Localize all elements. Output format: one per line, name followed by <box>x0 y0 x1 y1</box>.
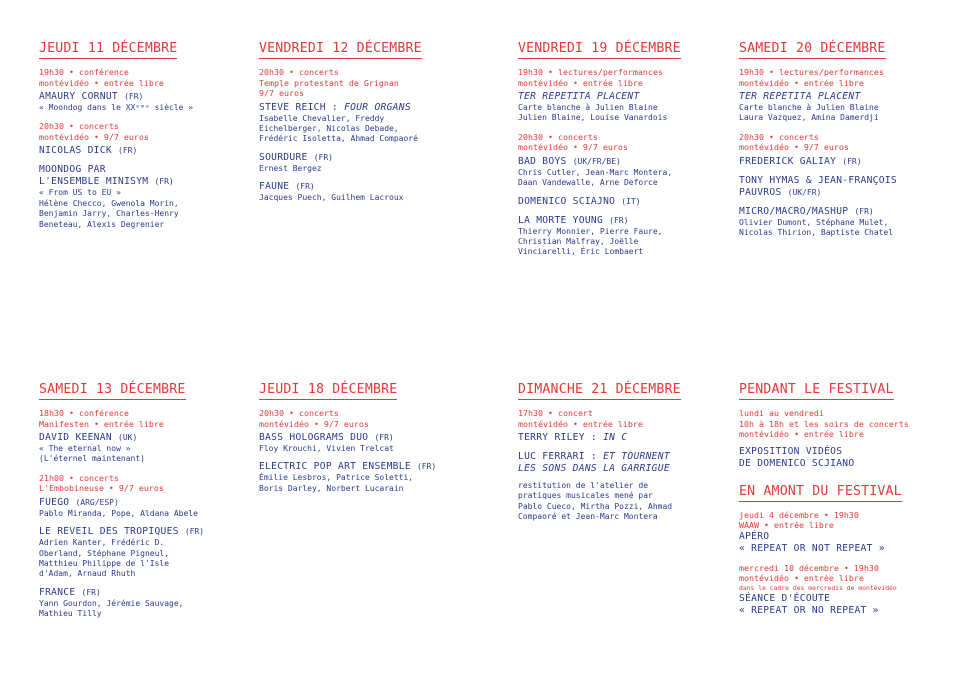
event-block <box>739 67 944 124</box>
event-meta: montévidéo • 9/7 euros <box>259 418 369 429</box>
act-name-line2: PAUVROS (UK/FR) <box>739 186 822 198</box>
act-name <box>259 181 464 193</box>
act-name <box>39 526 244 538</box>
act <box>39 526 244 580</box>
act-name <box>739 156 944 168</box>
event-meta: 20h30 • concerts <box>39 121 119 132</box>
act-origin: (FR) <box>295 182 315 192</box>
event-meta: montévidéo • 9/7 euros <box>518 142 628 153</box>
act <box>39 587 244 620</box>
act-name-text: AMAURY CORNUT <box>39 91 118 102</box>
column-jeudi-18 <box>259 378 464 502</box>
act-detail: Oberland, Stéphane Pigneul, <box>39 548 170 558</box>
event-meta: Temple protestant de Grignan <box>259 77 399 88</box>
event-meta: 20h30 • concerts <box>259 67 339 77</box>
day-heading: SAMEDI 13 DÉCEMBRE <box>39 382 186 400</box>
act-name <box>518 451 723 463</box>
act-name <box>518 196 723 208</box>
act-detail: Carte blanche à Julien Blaine <box>739 103 879 112</box>
apero-block <box>739 510 944 555</box>
event-meta: montévidéo • entrée libre <box>739 77 864 88</box>
column-festival <box>739 378 944 625</box>
event-meta: 20h30 • concerts <box>739 131 819 142</box>
event-meta: 20h30 • concerts <box>518 131 598 142</box>
act <box>518 196 723 208</box>
apero-subtitle: « REPEAT OR NOT REPEAT » <box>739 542 885 554</box>
act-detail: Daan Vandewalle, Arne Deforce <box>518 178 658 188</box>
act-origin: (FR) <box>118 146 138 156</box>
act-detail: Ernest Bergez <box>259 163 322 173</box>
act <box>39 91 244 113</box>
act-name <box>39 497 244 509</box>
act-detail: (L'éternel maintenant) <box>39 454 145 464</box>
act-detail: Jacques Puech, Guilhem Lacroux <box>259 193 404 203</box>
act-detail: Vinciarelli, Éric Lombaert <box>518 247 644 257</box>
act-detail: Hélène Checco, Gwenola Morin, <box>39 198 179 208</box>
event-block <box>259 67 464 204</box>
act <box>39 164 244 230</box>
act-name-text: MOONDOG PAR <box>39 164 106 176</box>
day-heading: VENDREDI 19 DÉCEMBRE <box>518 41 681 59</box>
act-name <box>259 461 464 473</box>
act-detail: Olivier Dumont, Stéphane Mulet, <box>739 217 889 227</box>
act-detail: Chris Cutler, Jean-Marc Montera, <box>518 167 673 177</box>
act-origin: (UK/FR) <box>787 187 822 197</box>
event-block <box>39 473 244 620</box>
event-block <box>39 121 244 230</box>
act <box>259 102 464 145</box>
column-samedi-20 <box>739 37 944 247</box>
act-origin: (FR) <box>81 587 101 597</box>
event-block <box>518 67 723 124</box>
act-name-text: TONY HYMAS & JEAN-FRANÇOIS <box>739 174 897 186</box>
act-origin: (IT) <box>621 196 641 206</box>
act-name <box>39 91 244 103</box>
event-meta: montévidéo • 9/7 euros <box>739 142 849 153</box>
act-detail: d'Adam, Arnaud Rhuth <box>39 569 136 579</box>
act <box>39 145 244 157</box>
event-meta: 9/7 euros <box>259 88 304 98</box>
act-origin: (FR) <box>374 433 394 442</box>
act-origin: (FR) <box>124 92 144 101</box>
act-name <box>39 164 244 176</box>
column-vendredi-12 <box>259 37 464 212</box>
event-block <box>39 408 244 465</box>
exposition-subtitle: DE DOMENICO SCJIANO <box>739 457 855 469</box>
event-meta: montévidéo • entrée libre <box>518 77 643 88</box>
act <box>739 91 944 124</box>
apero-title: APÉRO <box>739 530 770 542</box>
act-name <box>259 102 464 114</box>
seance-block <box>739 563 944 617</box>
act-detail: Matthieu Philippe de l'Isle <box>39 559 170 569</box>
act-name <box>39 432 244 444</box>
event-meta: 20h30 • concerts <box>259 408 339 418</box>
event-meta: montévidéo • entrée libre <box>39 77 164 88</box>
act-origin: (UK) <box>118 433 138 442</box>
act <box>259 181 464 203</box>
amont-festival-heading: EN AMONT DU FESTIVAL <box>739 484 902 502</box>
act-detail: Floy Krouchi, Vivien Trelcat <box>259 444 394 453</box>
act-name-text: BAD BOYS <box>518 155 567 167</box>
act-name-text: ELECTRIC POP ART ENSEMBLE <box>259 461 411 473</box>
act-name-text: BASS HOLOGRAMS DUO <box>259 432 369 443</box>
act-name <box>518 91 723 103</box>
event-meta: 19h30 • lectures/performances <box>739 67 884 77</box>
act-origin: (FR) <box>609 215 629 225</box>
event-meta: mercredi 10 décembre • 19h30 <box>739 562 879 573</box>
event-meta: montévidéo • entrée libre <box>518 418 643 429</box>
act-detail: Laura Vazquez, Amina Damerdji <box>739 113 879 123</box>
act-title-italic: TER REPETITA PLACENT <box>518 91 640 102</box>
act-detail: Beneteau, Alexis Degrenier <box>39 219 165 229</box>
seance-title: SÉANCE D'ÉCOUTE <box>739 592 831 604</box>
act-name-text: LE REVEIL DES TROPIQUES <box>39 526 179 538</box>
act <box>518 215 723 258</box>
event-meta: jeudi 4 décembre • 19h30 <box>739 509 859 520</box>
act-name <box>739 206 944 218</box>
seance-subtitle: « REPEAT OR NO REPEAT » <box>739 604 879 616</box>
event-meta: Manifesten • entrée libre <box>39 418 164 429</box>
act-name <box>39 145 244 157</box>
act-title-italic: FOUR ORGANS <box>344 101 411 113</box>
exposition-title: EXPOSITION VIDÉOS <box>739 445 843 457</box>
act-name-text: FUEGO <box>39 496 70 508</box>
act <box>518 432 723 444</box>
day-heading: DIMANCHE 21 DÉCEMBRE <box>518 382 681 400</box>
act <box>518 451 723 523</box>
act-detail: « From US to EU » <box>39 188 121 198</box>
act-detail: Pablo Miranda, Pope, Aldana Abele <box>39 508 198 518</box>
act-name-text: FREDERICK GALIAY <box>739 155 837 167</box>
pendant-festival-block <box>739 408 944 470</box>
act-detail: Adrien Kanter, Frédéric D. <box>39 538 165 548</box>
act <box>739 156 944 168</box>
day-heading: VENDREDI 12 DÉCEMBRE <box>259 41 422 59</box>
pendant-festival-heading: PENDANT LE FESTIVAL <box>739 382 894 400</box>
act-origin: (ARG/ESP) <box>75 497 119 507</box>
act <box>259 152 464 174</box>
act-origin: (FR) <box>154 177 174 187</box>
act-detail: Boris Darley, Norbert Lucarain <box>259 483 404 493</box>
event-meta: 18h30 • conférence <box>39 408 129 418</box>
act <box>518 156 723 189</box>
act-detail: Isabelle Chevalier, Freddy <box>259 113 385 123</box>
act-name-text: TERRY RILEY : <box>518 432 604 443</box>
event-meta: 17h30 • concert <box>518 408 593 418</box>
act <box>518 91 723 124</box>
column-dimanche-21 <box>518 378 723 531</box>
act-name <box>39 587 244 599</box>
event-block <box>518 408 723 523</box>
act-detail: pratiques musicales mené par <box>518 491 653 501</box>
act-title-italic: ET TOURNENT <box>603 451 670 462</box>
event-meta: montévidéo • entrée libre <box>739 573 864 583</box>
act <box>39 497 244 519</box>
event-block <box>259 408 464 494</box>
act <box>739 175 944 199</box>
act-name-text: DOMENICO SCIAJNO <box>518 195 616 207</box>
act-detail: Carte blanche à Julien Blaine <box>518 103 658 112</box>
act-name-text: DAVID KEENAN <box>39 432 112 443</box>
act-detail: Compaoré et Jean-Marc Montera <box>518 512 658 522</box>
act <box>259 432 464 454</box>
act-name <box>518 156 723 168</box>
act-name-text: FAUNE <box>259 181 290 193</box>
act-name-text: STEVE REICH : <box>259 101 345 113</box>
event-meta: 10h à 18h et les soirs de concerts <box>739 418 909 429</box>
act-name <box>259 152 464 164</box>
act-detail: Christian Malfray, Joëlle <box>518 237 639 247</box>
act-title-italic-line2: LES SONS DANS LA GARRIGUE <box>518 463 670 474</box>
event-block <box>39 67 244 113</box>
act-detail: Pablo Cueco, Mirtha Pozzi, Ahmad <box>518 501 673 511</box>
act-name <box>739 91 944 103</box>
event-block <box>739 132 944 239</box>
act-name-text: MICRO/MACRO/MASHUP <box>739 205 849 217</box>
column-vendredi-19 <box>518 37 723 266</box>
event-meta: 19h30 • conférence <box>39 67 129 77</box>
event-meta-note: dans le cadre des mercredis de montévidéo <box>739 583 897 592</box>
act-origin: (FR) <box>842 156 862 166</box>
act-detail: Yann Gourdon, Jérémie Sauvage, <box>39 598 184 608</box>
event-meta: 21h00 • concerts <box>39 472 119 483</box>
act-name <box>518 215 723 227</box>
act-name-text: SOURDURE <box>259 151 308 163</box>
event-meta: montévidéo • entrée libre <box>739 429 864 439</box>
act-title-italic: TER REPETITA PLACENT <box>739 91 861 102</box>
act-detail: restitution de l'atelier de <box>518 481 649 490</box>
act-name-text: FRANCE <box>39 586 76 598</box>
column-samedi-13 <box>39 378 244 628</box>
day-heading: JEUDI 18 DÉCEMBRE <box>259 382 397 400</box>
act-name <box>518 432 723 444</box>
act-detail: Eichelberger, Nicolas Debade, <box>259 123 399 133</box>
act-detail: Mathieu Tilly <box>39 609 102 619</box>
act-name <box>259 432 464 444</box>
act-detail: « The eternal now » <box>39 444 131 453</box>
act-detail: Benjamin Jarry, Charles-Henry <box>39 209 179 219</box>
act-origin: (FR) <box>854 206 874 216</box>
act-detail: Thierry Monnier, Pierre Faure, <box>518 226 663 236</box>
event-block <box>518 132 723 258</box>
event-meta: 19h30 • lectures/performances <box>518 67 663 77</box>
event-meta: montévidéo • 9/7 euros <box>39 131 149 142</box>
day-heading: SAMEDI 20 DÉCEMBRE <box>739 41 886 59</box>
act-name-text: LA MORTE YOUNG <box>518 214 604 226</box>
act-detail: Frédéric Isoletta, Ahmad Compaoré <box>259 134 418 144</box>
act-name-line2: L'ENSEMBLE MINISYM (FR) <box>39 176 174 188</box>
act-origin: (FR) <box>184 527 205 537</box>
event-meta: L'Embobineuse • 9/7 euros <box>39 483 164 494</box>
act-detail: Julien Blaine, Louise Vanardois <box>518 113 668 123</box>
act-title-italic: IN C <box>603 432 628 443</box>
act <box>39 432 244 465</box>
act-origin: (FR) <box>313 152 333 162</box>
act-origin: (FR) <box>416 462 437 472</box>
act <box>739 206 944 239</box>
act-name-text: LUC FERRARI : <box>518 451 604 462</box>
day-heading: JEUDI 11 DÉCEMBRE <box>39 41 177 59</box>
act-origin: (UK/FR/BE) <box>572 156 621 166</box>
event-meta: WAAW • entrée libre <box>739 520 834 530</box>
act-detail: Émilie Lesbros, Patrice Soletti, <box>259 473 414 483</box>
act <box>259 461 464 494</box>
act-detail: Nicolas Thirion, Baptiste Chatel <box>739 228 894 238</box>
act-name <box>739 175 944 187</box>
act-name-text: NICOLAS DICK <box>39 145 112 157</box>
column-jeudi-11 <box>39 37 244 238</box>
event-meta: lundi au vendredi <box>739 408 824 418</box>
act-detail: « Moondog dans le XXᵉᵐᵉ siècle » <box>39 103 194 112</box>
